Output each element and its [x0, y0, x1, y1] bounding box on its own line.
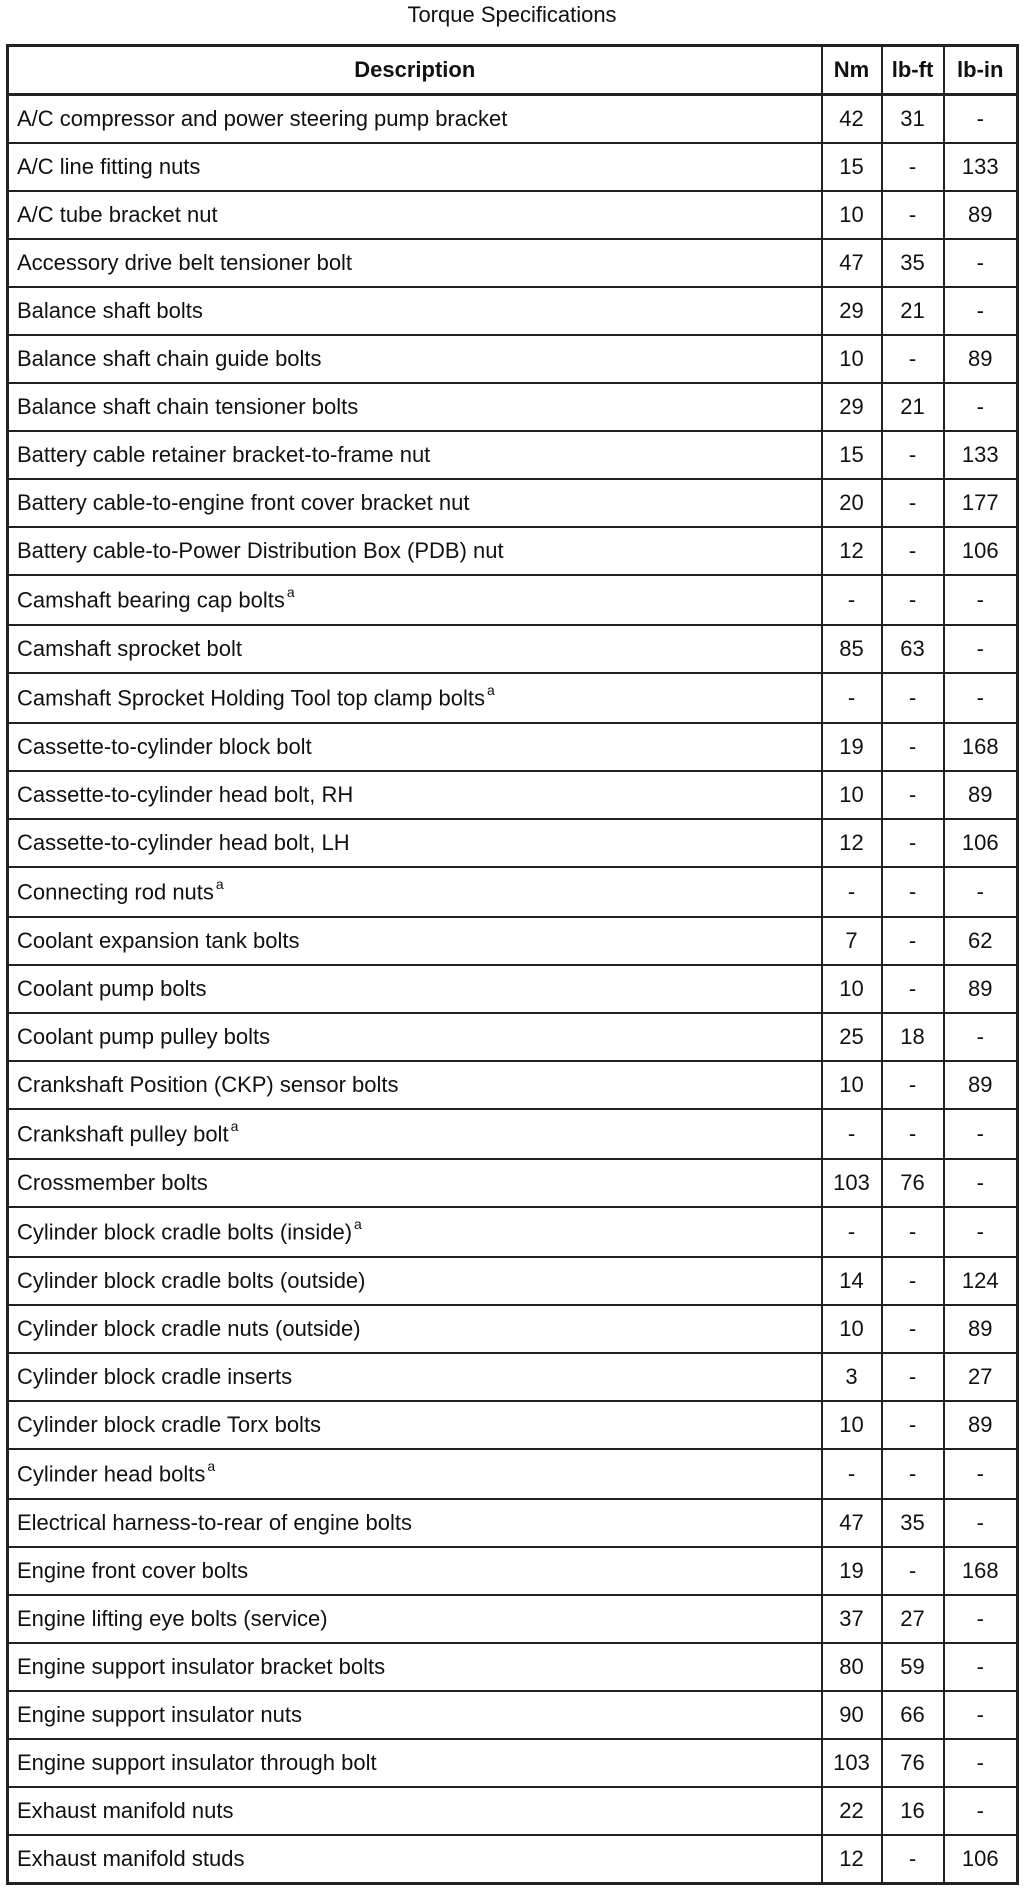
cell-lbft: 66 [882, 1691, 944, 1739]
description-text: Coolant pump bolts [17, 976, 207, 1001]
cell-lbft: - [882, 1257, 944, 1305]
cell-description [8, 335, 822, 383]
description-text: Cylinder block cradle inserts [17, 1364, 293, 1389]
cell-lbin: - [944, 1643, 1018, 1691]
cell-description [8, 673, 822, 723]
cell-lbft: 31 [882, 95, 944, 144]
cell-nm: 12 [822, 1835, 882, 1884]
description-text: Cassette-to-cylinder block bolt [17, 734, 312, 759]
table-row [8, 143, 1018, 191]
cell-nm: 3 [822, 1353, 882, 1401]
cell-lbin: 168 [944, 723, 1018, 771]
cell-description [8, 1353, 822, 1401]
cell-description [8, 191, 822, 239]
cell-lbin: - [944, 673, 1018, 723]
cell-nm: 15 [822, 431, 882, 479]
cell-lbin: 89 [944, 965, 1018, 1013]
description-text: Cylinder block cradle nuts (outside) [17, 1316, 361, 1341]
description-text: Cylinder block cradle Torx bolts [17, 1412, 322, 1437]
table-row [8, 1547, 1018, 1595]
description-text: Battery cable retainer bracket-to-frame nut [17, 442, 431, 467]
description-text: Battery cable-to-Power Distribution Box (PDB) nut [17, 538, 504, 563]
cell-description [8, 479, 822, 527]
description-text: Exhaust manifold studs [17, 1846, 245, 1871]
cell-nm: 10 [822, 1061, 882, 1109]
cell-lbft: 63 [882, 625, 944, 673]
description-text: Engine support insulator bracket bolts [17, 1654, 386, 1679]
cell-description [8, 1207, 822, 1257]
cell-description [8, 143, 822, 191]
table-row [8, 917, 1018, 965]
table-row [8, 1835, 1018, 1884]
cell-lbft: - [882, 917, 944, 965]
table-row [8, 1449, 1018, 1499]
description-text: A/C compressor and power steering pump bracket [17, 106, 508, 131]
cell-description [8, 1013, 822, 1061]
cell-lbin: 89 [944, 1401, 1018, 1449]
cell-description [8, 1305, 822, 1353]
cell-description [8, 1739, 822, 1787]
cell-lbin: 106 [944, 1835, 1018, 1884]
description-text: Cylinder block cradle bolts (inside) [17, 1219, 353, 1245]
table-row [8, 1499, 1018, 1547]
cell-lbft: - [882, 819, 944, 867]
cell-lbin: - [944, 287, 1018, 335]
table-row [8, 1595, 1018, 1643]
cell-description [8, 1257, 822, 1305]
cell-description [8, 1691, 822, 1739]
cell-lbft: - [882, 527, 944, 575]
cell-lbin: 89 [944, 1061, 1018, 1109]
cell-description [8, 1449, 822, 1499]
column-header-description: Description [8, 46, 822, 95]
cell-description [8, 1643, 822, 1691]
cell-lbft: - [882, 575, 944, 625]
cell-lbft: - [882, 1449, 944, 1499]
cell-nm: 103 [822, 1739, 882, 1787]
cell-nm: 14 [822, 1257, 882, 1305]
description-text: Cylinder head bolts [17, 1461, 206, 1487]
cell-lbft: 18 [882, 1013, 944, 1061]
cell-description [8, 771, 822, 819]
cell-lbft: 21 [882, 383, 944, 431]
table-row [8, 95, 1018, 144]
table-title: Torque Specifications [407, 2, 617, 27]
table-row [8, 335, 1018, 383]
footnote-marker: a [207, 1458, 216, 1475]
cell-description [8, 1835, 822, 1884]
cell-lbft: - [882, 965, 944, 1013]
table-body [8, 95, 1018, 1884]
table-row [8, 191, 1018, 239]
cell-lbft: 35 [882, 1499, 944, 1547]
cell-lbin: - [944, 1109, 1018, 1159]
table-row [8, 1207, 1018, 1257]
table-row [8, 1401, 1018, 1449]
cell-lbft: - [882, 191, 944, 239]
cell-lbin: - [944, 239, 1018, 287]
table-row [8, 431, 1018, 479]
cell-description [8, 819, 822, 867]
cell-lbft: - [882, 723, 944, 771]
description-text: Camshaft Sprocket Holding Tool top clamp bolts [17, 685, 485, 711]
cell-lbin: 168 [944, 1547, 1018, 1595]
cell-lbin: - [944, 1691, 1018, 1739]
cell-lbft: - [882, 1305, 944, 1353]
cell-nm: 47 [822, 239, 882, 287]
cell-nm: 103 [822, 1159, 882, 1207]
cell-description [8, 1401, 822, 1449]
cell-nm: 29 [822, 287, 882, 335]
cell-lbft: - [882, 1401, 944, 1449]
table-row [8, 1305, 1018, 1353]
footnote-marker: a [215, 876, 224, 893]
description-text: Electrical harness-to-rear of engine bolts [17, 1510, 412, 1535]
footnote-marker: a [486, 682, 495, 699]
cell-nm: 25 [822, 1013, 882, 1061]
cell-nm: 85 [822, 625, 882, 673]
table-row [8, 383, 1018, 431]
cell-lbft: - [882, 1547, 944, 1595]
cell-description [8, 1787, 822, 1835]
description-text: A/C tube bracket nut [17, 202, 218, 227]
cell-nm: - [822, 575, 882, 625]
cell-lbft: - [882, 1207, 944, 1257]
table-row [8, 723, 1018, 771]
cell-nm: 42 [822, 95, 882, 144]
description-text: Cylinder block cradle bolts (outside) [17, 1268, 366, 1293]
table-row [8, 771, 1018, 819]
cell-lbin: - [944, 867, 1018, 917]
description-text: Engine support insulator through bolt [17, 1750, 377, 1775]
table-row [8, 575, 1018, 625]
cell-lbin: - [944, 1787, 1018, 1835]
header-row [8, 46, 1018, 95]
cell-nm: - [822, 1449, 882, 1499]
description-text: Engine lifting eye bolts (service) [17, 1606, 328, 1631]
table-row [8, 1109, 1018, 1159]
cell-lbft: - [882, 431, 944, 479]
cell-nm: 90 [822, 1691, 882, 1739]
cell-lbin: - [944, 1499, 1018, 1547]
cell-lbin: - [944, 1595, 1018, 1643]
cell-description [8, 239, 822, 287]
cell-description [8, 917, 822, 965]
column-header-nm: Nm [822, 46, 882, 95]
cell-description [8, 287, 822, 335]
cell-description [8, 1595, 822, 1643]
cell-lbin: 106 [944, 527, 1018, 575]
description-text: Coolant expansion tank bolts [17, 928, 300, 953]
footnote-marker: a [230, 1118, 239, 1135]
cell-nm: 22 [822, 1787, 882, 1835]
cell-lbft: - [882, 673, 944, 723]
cell-lbft: - [882, 479, 944, 527]
cell-description [8, 625, 822, 673]
cell-description [8, 431, 822, 479]
description-text: Balance shaft chain tensioner bolts [17, 394, 359, 419]
table-row [8, 239, 1018, 287]
cell-nm: 10 [822, 1305, 882, 1353]
cell-lbin: 89 [944, 191, 1018, 239]
cell-description [8, 867, 822, 917]
cell-lbft: - [882, 335, 944, 383]
cell-lbft: - [882, 1061, 944, 1109]
cell-lbin: 133 [944, 431, 1018, 479]
table-row [8, 819, 1018, 867]
cell-lbin: 124 [944, 1257, 1018, 1305]
column-header-lbin: lb-in [944, 46, 1018, 95]
description-text: Camshaft sprocket bolt [17, 636, 242, 661]
cell-nm: 12 [822, 527, 882, 575]
torque-specifications-table [6, 44, 1019, 1885]
cell-lbft: - [882, 143, 944, 191]
cell-nm: 10 [822, 335, 882, 383]
table-row [8, 867, 1018, 917]
cell-nm: 80 [822, 1643, 882, 1691]
description-text: Balance shaft chain guide bolts [17, 346, 322, 371]
table-row [8, 1257, 1018, 1305]
cell-lbft: 35 [882, 239, 944, 287]
description-text: Crankshaft pulley bolt [17, 1121, 229, 1147]
table-row [8, 1739, 1018, 1787]
cell-nm: 7 [822, 917, 882, 965]
cell-description [8, 723, 822, 771]
cell-nm: 20 [822, 479, 882, 527]
cell-lbin: - [944, 383, 1018, 431]
cell-description [8, 527, 822, 575]
table-row [8, 1643, 1018, 1691]
cell-lbin: - [944, 1159, 1018, 1207]
table-row [8, 1013, 1018, 1061]
description-text: Engine support insulator nuts [17, 1702, 302, 1727]
cell-description [8, 383, 822, 431]
cell-description [8, 95, 822, 144]
cell-lbin: - [944, 1013, 1018, 1061]
cell-lbft: 76 [882, 1159, 944, 1207]
description-text: A/C line fitting nuts [17, 154, 201, 179]
cell-nm: 10 [822, 771, 882, 819]
table-row [8, 1159, 1018, 1207]
description-text: Crankshaft Position (CKP) sensor bolts [17, 1072, 399, 1097]
table-row [8, 479, 1018, 527]
description-text: Cassette-to-cylinder head bolt, RH [17, 782, 354, 807]
cell-lbft: 59 [882, 1643, 944, 1691]
cell-lbin: 27 [944, 1353, 1018, 1401]
cell-nm: - [822, 1207, 882, 1257]
cell-lbin: - [944, 1207, 1018, 1257]
cell-lbin: - [944, 1739, 1018, 1787]
cell-nm: 10 [822, 191, 882, 239]
cell-nm: 12 [822, 819, 882, 867]
description-text: Camshaft bearing cap bolts [17, 587, 285, 613]
cell-nm: 15 [822, 143, 882, 191]
table-row [8, 673, 1018, 723]
cell-lbft: 27 [882, 1595, 944, 1643]
cell-lbin: - [944, 95, 1018, 144]
description-text: Accessory drive belt tensioner bolt [17, 250, 353, 275]
cell-lbft: - [882, 867, 944, 917]
description-text: Battery cable-to-engine front cover bracket nut [17, 490, 470, 515]
cell-lbft: 76 [882, 1739, 944, 1787]
cell-nm: 19 [822, 723, 882, 771]
cell-lbin: 89 [944, 335, 1018, 383]
table-row [8, 965, 1018, 1013]
description-text: Crossmember bolts [17, 1170, 208, 1195]
cell-nm: - [822, 673, 882, 723]
cell-nm: 37 [822, 1595, 882, 1643]
cell-nm: 29 [822, 383, 882, 431]
cell-description [8, 1499, 822, 1547]
footnote-marker: a [286, 584, 295, 601]
cell-lbft: 16 [882, 1787, 944, 1835]
cell-description [8, 575, 822, 625]
table-row [8, 1353, 1018, 1401]
cell-lbin: - [944, 575, 1018, 625]
cell-description [8, 1547, 822, 1595]
cell-lbin: 89 [944, 1305, 1018, 1353]
cell-lbft: - [882, 1353, 944, 1401]
cell-lbft: 21 [882, 287, 944, 335]
cell-lbin: 89 [944, 771, 1018, 819]
table-row [8, 527, 1018, 575]
cell-description [8, 1109, 822, 1159]
cell-lbin: 177 [944, 479, 1018, 527]
cell-nm: - [822, 867, 882, 917]
cell-lbin: - [944, 1449, 1018, 1499]
cell-nm: - [822, 1109, 882, 1159]
cell-lbin: 106 [944, 819, 1018, 867]
table-row [8, 1787, 1018, 1835]
table-row [8, 1061, 1018, 1109]
footnote-marker: a [354, 1216, 362, 1233]
cell-nm: 10 [822, 965, 882, 1013]
cell-description [8, 965, 822, 1013]
cell-nm: 10 [822, 1401, 882, 1449]
description-text: Engine front cover bolts [17, 1558, 249, 1583]
cell-lbft: - [882, 1835, 944, 1884]
table-row [8, 625, 1018, 673]
table-row [8, 1691, 1018, 1739]
cell-lbin: 62 [944, 917, 1018, 965]
description-text: Connecting rod nuts [17, 879, 214, 905]
cell-nm: 19 [822, 1547, 882, 1595]
description-text: Coolant pump pulley bolts [17, 1024, 271, 1049]
description-text: Exhaust manifold nuts [17, 1798, 234, 1823]
cell-lbin: 133 [944, 143, 1018, 191]
cell-lbft: - [882, 1109, 944, 1159]
cell-description [8, 1159, 822, 1207]
description-text: Balance shaft bolts [17, 298, 203, 323]
description-text: Cassette-to-cylinder head bolt, LH [17, 830, 350, 855]
table-row [8, 287, 1018, 335]
cell-description [8, 1061, 822, 1109]
cell-nm: 47 [822, 1499, 882, 1547]
column-header-lbft: lb-ft [882, 46, 944, 95]
cell-lbin: - [944, 625, 1018, 673]
cell-lbft: - [882, 771, 944, 819]
